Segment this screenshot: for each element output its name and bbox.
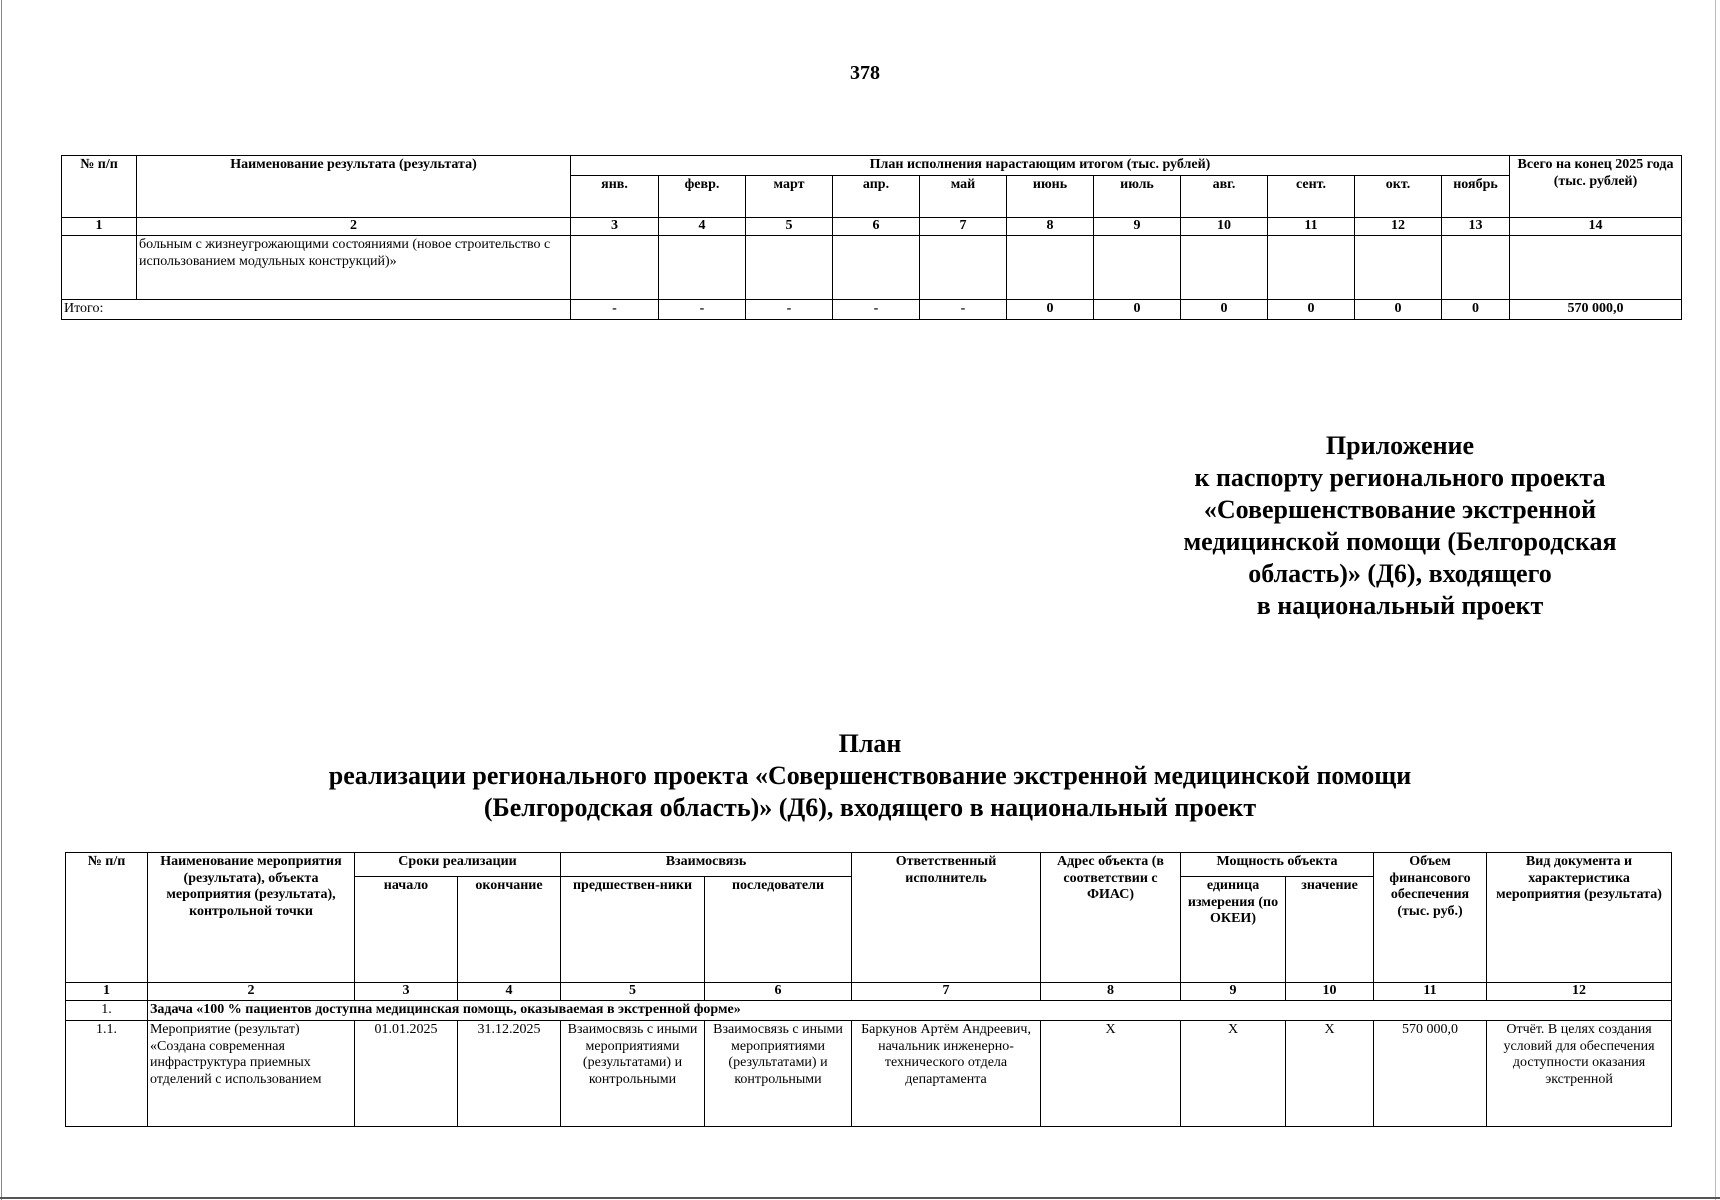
scan-edge-bottom [0, 1197, 1720, 1199]
total-value: - [920, 300, 1007, 320]
total-value: 0 [1094, 300, 1181, 320]
index-cell: 5 [561, 983, 705, 1001]
total-value: 0 [1355, 300, 1442, 320]
row-document: Отчёт. В целях создания условий для обеспечения доступности оказания экстренной [1487, 1021, 1672, 1127]
row-unit: Х [1181, 1021, 1286, 1127]
total-value: - [571, 300, 659, 320]
index-cell: 10 [1181, 218, 1268, 236]
implementation-plan-table [65, 852, 1672, 1127]
total-value: - [746, 300, 833, 320]
header-predecessors: предшествен-ники [561, 877, 705, 983]
index-cell: 6 [705, 983, 852, 1001]
total-value: 0 [1007, 300, 1094, 320]
header-month: июль [1094, 176, 1181, 218]
header-month: апр. [833, 176, 920, 218]
total-label: Итого: [62, 300, 571, 320]
table-row [62, 236, 1682, 300]
row-predecessors: Взаимосвязь с иными мероприятиями (результатами) и контрольными [561, 1021, 705, 1127]
header-address: Адрес объекта (в соответствии с ФИАС) [1041, 853, 1181, 983]
index-cell: 6 [833, 218, 920, 236]
scan-edge-left [1, 0, 2, 1200]
financial-plan-table [61, 155, 1682, 320]
total-sum: 570 000,0 [1510, 300, 1682, 320]
page-number: 378 [850, 62, 880, 84]
appendix-heading [1150, 430, 1650, 622]
row-address: Х [1041, 1021, 1181, 1127]
index-cell: 4 [458, 983, 561, 1001]
table-row [66, 1021, 1672, 1127]
index-cell: 1 [62, 218, 137, 236]
index-cell: 14 [1510, 218, 1682, 236]
row-successors: Взаимосвязь с иными мероприятиями (результатами) и контрольными [705, 1021, 852, 1127]
index-cell: 9 [1094, 218, 1181, 236]
appendix-line: к паспорту регионального проекта [1194, 463, 1606, 492]
index-cell: 2 [148, 983, 355, 1001]
column-index-row [66, 983, 1672, 1001]
appendix-line: область)» (Д6), входящего [1248, 559, 1552, 588]
index-cell: 2 [137, 218, 571, 236]
column-index-row [62, 218, 1682, 236]
header-month: июнь [1007, 176, 1094, 218]
index-cell: 13 [1442, 218, 1510, 236]
header-link: Взаимосвязь [561, 853, 852, 877]
row-num: 1.1. [66, 1021, 148, 1127]
plan-title [180, 728, 1560, 824]
header-month: авг. [1181, 176, 1268, 218]
header-num: № п/п [66, 853, 148, 983]
header-activity-name: Наименование мероприятия (результата), объекта мероприятия (результата), контрольной точки [148, 853, 355, 983]
index-cell: 11 [1268, 218, 1355, 236]
appendix-line: медицинской помощи (Белгородская [1183, 527, 1617, 556]
header-successors: последователи [705, 877, 852, 983]
index-cell: 3 [571, 218, 659, 236]
header-month: ноябрь [1442, 176, 1510, 218]
header-end: окончание [458, 877, 561, 983]
index-cell: 8 [1041, 983, 1181, 1001]
header-volume: Объем финансового обеспечения (тыс. руб.) [1374, 853, 1487, 983]
row-start: 01.01.2025 [355, 1021, 458, 1127]
header-unit: единица измерения (по ОКЕИ) [1181, 877, 1286, 983]
task-text: Задача «100 % пациентов доступна медицинская помощь, оказываемая в экстренной форме» [148, 1001, 1672, 1021]
index-cell: 9 [1181, 983, 1286, 1001]
header-month: сент. [1268, 176, 1355, 218]
header-result-name: Наименование результата (результата) [137, 156, 571, 218]
index-cell: 10 [1286, 983, 1374, 1001]
index-cell: 8 [1007, 218, 1094, 236]
task-num: 1. [66, 1001, 148, 1021]
header-plan: План исполнения нарастающим итогом (тыс. рублей) [571, 156, 1510, 176]
appendix-line: «Совершенствование экстренной [1203, 495, 1597, 524]
header-document: Вид документа и характеристика мероприятия (результата) [1487, 853, 1672, 983]
total-row [62, 300, 1682, 320]
header-month: февр. [659, 176, 746, 218]
total-value: 0 [1268, 300, 1355, 320]
header-month: янв. [571, 176, 659, 218]
plan-title-line: План [838, 729, 902, 758]
header-value: значение [1286, 877, 1374, 983]
index-cell: 11 [1374, 983, 1487, 1001]
header-month: март [746, 176, 833, 218]
header-total: Всего на конец 2025 года (тыс. рублей) [1510, 156, 1682, 218]
task-row [66, 1001, 1672, 1021]
index-cell: 12 [1355, 218, 1442, 236]
row-responsible: Баркунов Артём Андреевич, начальник инженерно-технического отдела департамента [852, 1021, 1041, 1127]
plan-title-line: (Белгородская область)» (Д6), входящего в национальный проект [483, 793, 1257, 822]
total-value: - [659, 300, 746, 320]
header-start: начало [355, 877, 458, 983]
total-value: - [833, 300, 920, 320]
total-value: 0 [1181, 300, 1268, 320]
appendix-line: в национальный проект [1256, 591, 1544, 620]
header-terms: Сроки реализации [355, 853, 561, 877]
index-cell: 1 [66, 983, 148, 1001]
index-cell: 12 [1487, 983, 1672, 1001]
header-num: № п/п [62, 156, 137, 218]
row-value: Х [1286, 1021, 1374, 1127]
row-activity-name: Мероприятие (результат) «Создана современная инфраструктура приемных отделений с использованием [148, 1021, 355, 1127]
index-cell: 7 [852, 983, 1041, 1001]
row-end: 31.12.2025 [458, 1021, 561, 1127]
appendix-line: Приложение [1325, 431, 1475, 460]
plan-title-line: реализации регионального проекта «Совершенствование экстренной медицинской помощи [328, 761, 1412, 790]
index-cell: 5 [746, 218, 833, 236]
index-cell: 4 [659, 218, 746, 236]
result-name-cell: больным с жизнеугрожающими состояниями (новое строительство с использованием модульных конструкций)» [137, 236, 571, 300]
header-month: май [920, 176, 1007, 218]
index-cell: 3 [355, 983, 458, 1001]
row-volume: 570 000,0 [1374, 1021, 1487, 1127]
header-responsible: Ответственный исполнитель [852, 853, 1041, 983]
header-month: окт. [1355, 176, 1442, 218]
total-value: 0 [1442, 300, 1510, 320]
index-cell: 7 [920, 218, 1007, 236]
scan-edge-right [1715, 0, 1716, 1200]
header-capacity: Мощность объекта [1181, 853, 1374, 877]
